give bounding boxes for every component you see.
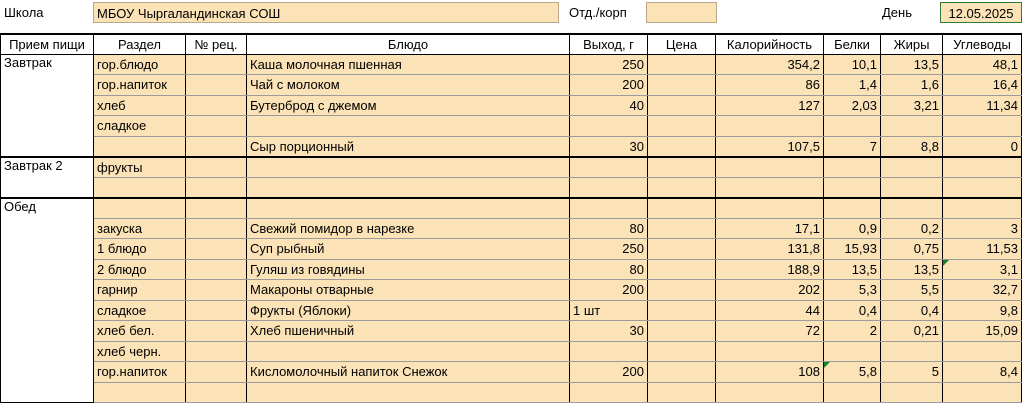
kcal-cell[interactable]: 127 <box>716 95 824 116</box>
kcal-cell[interactable] <box>716 157 824 178</box>
output-cell[interactable] <box>570 157 648 178</box>
dish-cell[interactable]: Гуляш из говядины <box>247 259 570 280</box>
fat-cell[interactable]: 0,4 <box>881 300 943 321</box>
section-cell[interactable]: гор.напиток <box>94 362 186 383</box>
dept-label: Отд./корп <box>569 5 627 20</box>
recipe-cell[interactable] <box>186 75 247 96</box>
section-cell[interactable]: 2 блюдо <box>94 259 186 280</box>
dish-cell[interactable] <box>247 177 570 198</box>
dish-cell[interactable]: Фрукты (Яблоки) <box>247 300 570 321</box>
col-price: Цена <box>648 34 716 54</box>
kcal-cell[interactable]: 188,9 <box>716 259 824 280</box>
recipe-cell[interactable] <box>186 341 247 362</box>
section-cell[interactable]: гарнир <box>94 280 186 301</box>
fat-cell[interactable]: 5 <box>881 362 943 383</box>
kcal-cell[interactable] <box>716 177 824 198</box>
carbs-cell[interactable] <box>943 177 1022 198</box>
header-bar <box>0 0 1024 27</box>
protein-cell[interactable]: 13,5 <box>824 259 881 280</box>
fat-cell[interactable] <box>881 341 943 362</box>
section-cell[interactable]: закуска <box>94 218 186 239</box>
recipe-cell[interactable] <box>186 177 247 198</box>
table-row <box>1 177 1022 198</box>
carbs-cell[interactable] <box>943 382 1022 403</box>
protein-cell[interactable]: 10,1 <box>824 54 881 75</box>
protein-cell[interactable]: 7 <box>824 136 881 157</box>
output-cell[interactable]: 40 <box>570 95 648 116</box>
fat-cell[interactable]: 0,75 <box>881 239 943 260</box>
recipe-cell[interactable] <box>186 362 247 383</box>
price-cell[interactable] <box>648 239 716 260</box>
header-row <box>1 34 1022 54</box>
output-cell[interactable] <box>570 177 648 198</box>
table-row <box>1 54 1022 75</box>
carbs-cell[interactable]: 16,4 <box>943 75 1022 96</box>
col-fat: Жиры <box>881 34 943 54</box>
carbs-cell[interactable]: 9,8 <box>943 300 1022 321</box>
dish-cell[interactable]: Свежий помидор в нарезке <box>247 218 570 239</box>
meal-cell: Завтрак <box>1 54 94 157</box>
price-cell[interactable] <box>648 259 716 280</box>
price-cell[interactable] <box>648 280 716 301</box>
table-row <box>1 218 1022 239</box>
output-cell[interactable]: 200 <box>570 75 648 96</box>
day-field[interactable]: 12.05.2025 <box>940 2 1022 23</box>
price-cell[interactable] <box>648 341 716 362</box>
price-cell[interactable] <box>648 75 716 96</box>
table-row <box>1 341 1022 362</box>
recipe-cell[interactable] <box>186 218 247 239</box>
table-row <box>1 382 1022 403</box>
carbs-cell[interactable] <box>943 157 1022 178</box>
table-row <box>1 75 1022 96</box>
section-cell[interactable]: хлеб бел. <box>94 321 186 342</box>
fat-cell[interactable] <box>881 157 943 178</box>
section-cell[interactable]: фрукты <box>94 157 186 178</box>
carbs-cell[interactable]: 11,34 <box>943 95 1022 116</box>
fat-cell[interactable] <box>881 116 943 137</box>
price-cell[interactable] <box>648 116 716 137</box>
carbs-cell[interactable]: 8,4 <box>943 362 1022 383</box>
dish-cell[interactable] <box>247 116 570 137</box>
meal-cell: Завтрак 2 <box>1 157 94 198</box>
recipe-cell[interactable] <box>186 300 247 321</box>
col-dish: Блюдо <box>247 34 570 54</box>
protein-cell[interactable] <box>824 341 881 362</box>
kcal-cell[interactable] <box>716 116 824 137</box>
section-cell[interactable]: сладкое <box>94 116 186 137</box>
output-cell[interactable]: 200 <box>570 362 648 383</box>
section-cell[interactable]: хлеб <box>94 95 186 116</box>
carbs-cell[interactable] <box>943 116 1022 137</box>
carbs-cell[interactable] <box>943 341 1022 362</box>
table-row <box>1 300 1022 321</box>
recipe-cell[interactable] <box>186 136 247 157</box>
recipe-cell[interactable] <box>186 321 247 342</box>
protein-cell[interactable]: 0,4 <box>824 300 881 321</box>
protein-cell[interactable]: 5,8 <box>824 362 881 383</box>
output-cell[interactable] <box>570 116 648 137</box>
output-cell[interactable]: 30 <box>570 321 648 342</box>
price-cell[interactable] <box>648 300 716 321</box>
kcal-cell[interactable] <box>716 382 824 403</box>
col-recipe: № рец. <box>186 34 247 54</box>
kcal-cell[interactable]: 107,5 <box>716 136 824 157</box>
school-field[interactable]: МБОУ Чыргаландинская СОШ <box>93 2 559 23</box>
dish-cell[interactable] <box>247 341 570 362</box>
carbs-cell[interactable]: 3 <box>943 218 1022 239</box>
table-row <box>1 136 1022 157</box>
recipe-cell[interactable] <box>186 280 247 301</box>
protein-cell[interactable]: 15,93 <box>824 239 881 260</box>
dish-cell[interactable]: Суп рыбный <box>247 239 570 260</box>
protein-cell[interactable]: 2,03 <box>824 95 881 116</box>
section-cell[interactable] <box>94 136 186 157</box>
kcal-cell[interactable] <box>716 341 824 362</box>
dish-cell[interactable]: Бутерброд с джемом <box>247 95 570 116</box>
table-row <box>1 157 1022 178</box>
price-cell[interactable] <box>648 136 716 157</box>
section-cell[interactable] <box>94 382 186 403</box>
fat-cell[interactable]: 8,8 <box>881 136 943 157</box>
meal-cell: Обед <box>1 198 94 403</box>
output-cell[interactable]: 250 <box>570 239 648 260</box>
kcal-cell[interactable]: 131,8 <box>716 239 824 260</box>
fat-cell[interactable]: 13,5 <box>881 54 943 75</box>
table-row <box>1 259 1022 280</box>
price-cell[interactable] <box>648 362 716 383</box>
school-label: Школа <box>4 5 44 20</box>
output-cell[interactable]: 30 <box>570 136 648 157</box>
dish-cell[interactable] <box>247 157 570 178</box>
protein-cell[interactable] <box>824 157 881 178</box>
col-protein: Белки <box>824 34 881 54</box>
col-carbs: Углеводы <box>943 34 1022 54</box>
carbs-cell[interactable]: 48,1 <box>943 54 1022 75</box>
price-cell[interactable] <box>648 198 716 219</box>
fat-cell[interactable]: 0,21 <box>881 321 943 342</box>
section-cell[interactable]: 1 блюдо <box>94 239 186 260</box>
protein-cell[interactable] <box>824 177 881 198</box>
kcal-cell[interactable] <box>716 198 824 219</box>
output-cell[interactable]: 80 <box>570 218 648 239</box>
table-row <box>1 198 1022 219</box>
protein-cell[interactable] <box>824 198 881 219</box>
price-cell[interactable] <box>648 54 716 75</box>
col-kcal: Калорийность <box>716 34 824 54</box>
dish-cell[interactable]: Сыр порционный <box>247 136 570 157</box>
price-cell[interactable] <box>648 157 716 178</box>
price-cell[interactable] <box>648 95 716 116</box>
kcal-cell[interactable]: 202 <box>716 280 824 301</box>
section-cell[interactable] <box>94 177 186 198</box>
kcal-cell[interactable]: 44 <box>716 300 824 321</box>
recipe-cell[interactable] <box>186 54 247 75</box>
fat-cell[interactable]: 5,5 <box>881 280 943 301</box>
section-cell[interactable] <box>94 198 186 219</box>
section-cell[interactable]: гор.блюдо <box>94 54 186 75</box>
recipe-cell[interactable] <box>186 116 247 137</box>
carbs-cell[interactable]: 0 <box>943 136 1022 157</box>
protein-cell[interactable]: 0,9 <box>824 218 881 239</box>
dish-cell[interactable] <box>247 198 570 219</box>
dish-cell[interactable]: Хлеб пшеничный <box>247 321 570 342</box>
price-cell[interactable] <box>648 177 716 198</box>
output-cell[interactable]: 80 <box>570 259 648 280</box>
protein-cell[interactable]: 2 <box>824 321 881 342</box>
dish-cell[interactable]: Кисломолочный напиток Снежок <box>247 362 570 383</box>
fat-cell[interactable]: 0,2 <box>881 218 943 239</box>
day-label: День <box>882 5 912 20</box>
protein-cell[interactable] <box>824 382 881 403</box>
table-row <box>1 321 1022 342</box>
fat-cell[interactable]: 13,5 <box>881 259 943 280</box>
col-output: Выход, г <box>570 34 648 54</box>
price-cell[interactable] <box>648 218 716 239</box>
col-meal: Прием пищи <box>1 34 94 54</box>
recipe-cell[interactable] <box>186 259 247 280</box>
fat-cell[interactable]: 3,21 <box>881 95 943 116</box>
dish-cell[interactable] <box>247 382 570 403</box>
dish-cell[interactable]: Чай с молоком <box>247 75 570 96</box>
kcal-cell[interactable]: 354,2 <box>716 54 824 75</box>
price-cell[interactable] <box>648 382 716 403</box>
kcal-cell[interactable]: 17,1 <box>716 218 824 239</box>
table-row <box>1 95 1022 116</box>
section-cell[interactable]: гор.напиток <box>94 75 186 96</box>
recipe-cell[interactable] <box>186 198 247 219</box>
carbs-cell[interactable]: 15,09 <box>943 321 1022 342</box>
output-cell[interactable] <box>570 198 648 219</box>
recipe-cell[interactable] <box>186 95 247 116</box>
fat-cell[interactable] <box>881 177 943 198</box>
carbs-cell[interactable] <box>943 198 1022 219</box>
menu-table <box>0 33 1022 403</box>
fat-cell[interactable] <box>881 198 943 219</box>
table-row <box>1 116 1022 137</box>
kcal-cell[interactable]: 72 <box>716 321 824 342</box>
table-row <box>1 362 1022 383</box>
dish-cell[interactable]: Макароны отварные <box>247 280 570 301</box>
table-row <box>1 280 1022 301</box>
recipe-cell[interactable] <box>186 239 247 260</box>
output-cell[interactable]: 250 <box>570 54 648 75</box>
dept-field[interactable] <box>646 2 717 23</box>
protein-cell[interactable] <box>824 116 881 137</box>
table-row <box>1 239 1022 260</box>
recipe-cell[interactable] <box>186 382 247 403</box>
output-cell[interactable]: 200 <box>570 280 648 301</box>
protein-cell[interactable]: 5,3 <box>824 280 881 301</box>
output-cell[interactable] <box>570 382 648 403</box>
protein-cell[interactable]: 1,4 <box>824 75 881 96</box>
fat-cell[interactable]: 1,6 <box>881 75 943 96</box>
section-cell[interactable]: сладкое <box>94 300 186 321</box>
kcal-cell[interactable]: 86 <box>716 75 824 96</box>
output-cell[interactable]: 1 шт <box>570 300 648 321</box>
carbs-cell[interactable]: 3,1 <box>943 259 1022 280</box>
dish-cell[interactable]: Каша молочная пшенная <box>247 54 570 75</box>
carbs-cell[interactable]: 11,53 <box>943 239 1022 260</box>
recipe-cell[interactable] <box>186 157 247 178</box>
output-cell[interactable] <box>570 341 648 362</box>
price-cell[interactable] <box>648 321 716 342</box>
fat-cell[interactable] <box>881 382 943 403</box>
section-cell[interactable]: хлеб черн. <box>94 341 186 362</box>
carbs-cell[interactable]: 32,7 <box>943 280 1022 301</box>
col-section: Раздел <box>94 34 186 54</box>
kcal-cell[interactable]: 108 <box>716 362 824 383</box>
